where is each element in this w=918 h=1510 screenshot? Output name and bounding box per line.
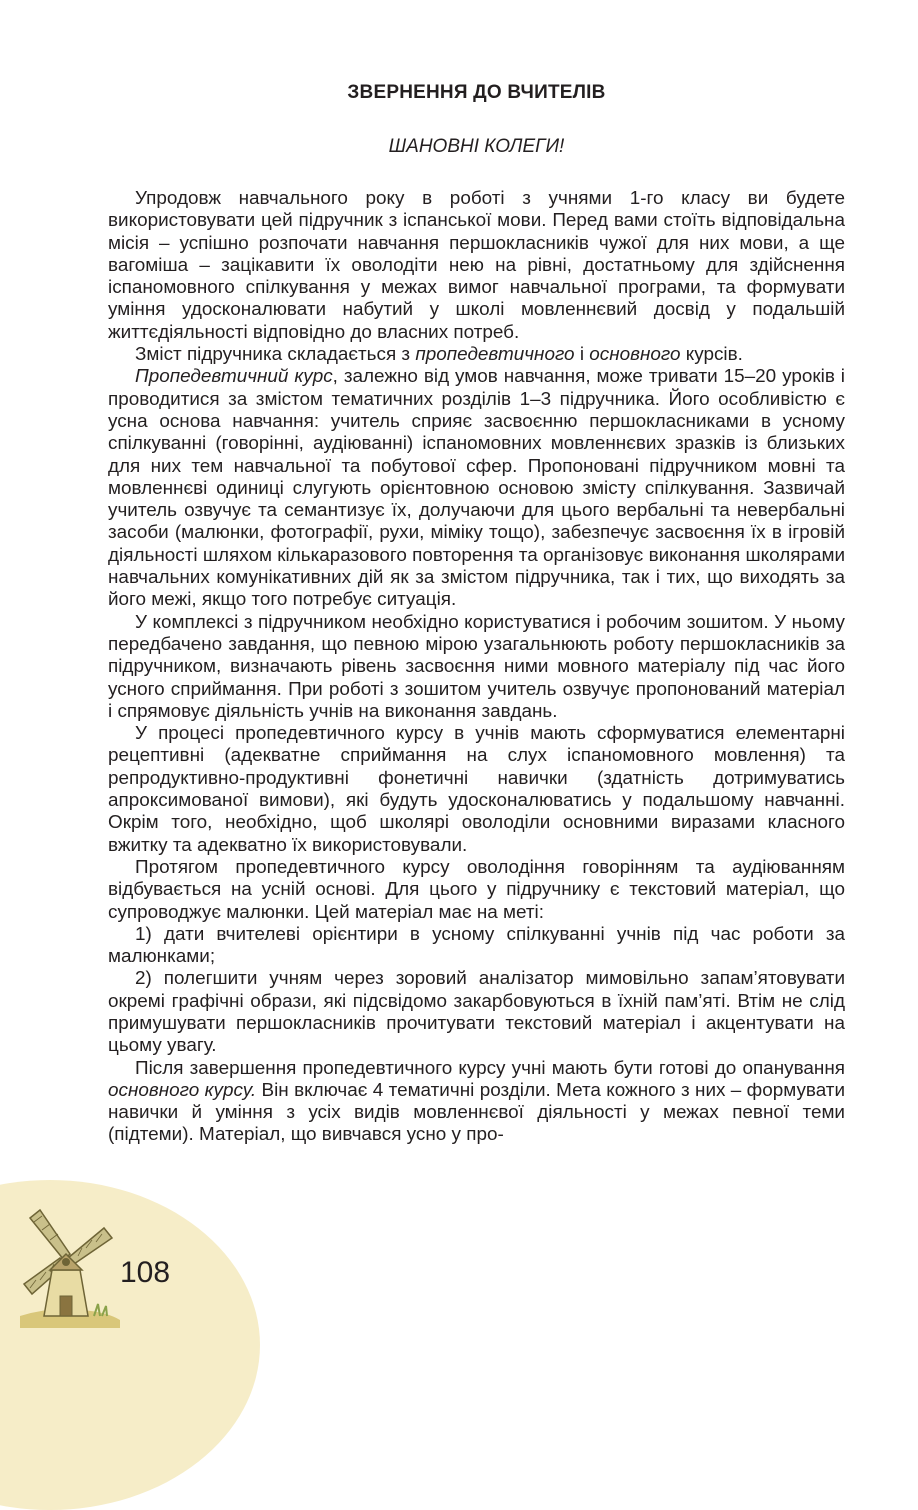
paragraph-1: Упродовж навчального року в роботі з учнями 1-го класу ви будете використовувати цей підручник з іспанської мови. Перед вами стоїть відповідальна місія – успішно розпочати навчання першокласників чужої для них мови, а ще вагоміша – зацікавити їх оволодіти нею на рівні, достатньому для здійснення іспаномовного спілкування у межах вимог навчальної програми, та формувати уміння удосконалювати набутий у школі мовленнєвий досвід у подальшій життєдіяльності відповідно до власних потреб. xyxy=(108,188,845,343)
emphasis: пропедевтичного xyxy=(415,344,575,366)
emphasis: основного xyxy=(589,344,681,366)
windmill-icon xyxy=(12,1198,124,1328)
paragraph-5: У процесі пропедевтичного курсу в учнів мають сформуватися елементарні рецептивні (адекватне сприймання на слух іспаномовного мовлення) та репродуктивно-продуктивні фонетичні навички (здатність дотримуватись апроксимованої вимови), які будуть удосконалюватись у подальшому навчанні. Окрім того, необхідно, щоб школярі оволоділи основними виразами класного вжитку та адекватно їх використовували. xyxy=(108,723,845,856)
paragraph-4: У комплексі з підручником необхідно користуватися і робочим зошитом. У ньому передбачено завдання, що певною мірою узагальнюють роботу першокласників за підручником, визначають рівень засвоєння ними мовного матеріалу під час його усного сприймання. При роботі з зошитом учитель озвучує пропонований матеріал і спрямовує діяльність учнів на виконання завдань. xyxy=(108,611,845,722)
page-title: ЗВЕРНЕННЯ ДО ВЧИТЕЛІВ xyxy=(347,82,606,103)
paragraph-2: Зміст підручника складається з пропедевтичного і основного курсів. xyxy=(135,344,743,366)
list-item-2: 2) полегшити учням через зоровий аналізатор мимовільно запам’ятовувати окремі графічні образи, які підсвідомо закарбовуються в їхній пам’яті. Втім не слід примушувати першокласників прочитувати текстовий матеріал і акцентувати на цьому увагу. xyxy=(108,968,845,1057)
list-item-1: 1) дати вчителеві орієнтири в усному спілкуванні учнів під час роботи за малюнками; xyxy=(108,923,845,968)
paragraph-3: Пропедевтичний курс, залежно від умов навчання, може тривати 15–20 уроків і проводитися за змістом тематичних розділів 1–3 підручника. Його особливістю є усна основа навчання: учитель сприяє засвоєнню першокласниками в усному спілкуванні (говорінні, аудіюванні) іспаномовних мовленнєвих зразків із близьких для них тем навчальної та побутової сфер. Пропоновані підручником мовні та мовленнєві одиниці слугують орієнтовною основою змісту спілкування. Зазвичай учитель озвучує та семантизує їх, долучаючи для цього вербальні та невербальні засоби (малюнки, фотографії, рухи, міміку тощо), забезпечує засвоєння їх в ігровій діяльності шляхом кількаразового повторення та організовує виконання школярами навчальних комунікативних дій як за змістом підручника, так і тих, що виходять за його межі, якщо того потребує ситуація. xyxy=(108,366,845,611)
salutation: ШАНОВНІ КОЛЕГИ! xyxy=(388,136,565,157)
page-content xyxy=(108,78,845,1147)
paragraph-6: Протягом пропедевтичного курсу оволодіння говорінням та аудіюванням відбувається на усній основі. Для цього у підручнику є текстовий матеріал, що супроводжує малюнки. Цей матеріал має на меті: xyxy=(108,856,845,923)
emphasis: основного курсу. xyxy=(108,1079,257,1101)
page-number: 108 xyxy=(120,1256,171,1289)
paragraph-7: Після завершення пропедевтичного курсу учні мають бути готові до опанування основного курсу. Він включає 4 тематичні розділи. Мета кожного з них – формувати навички й уміння з усіх видів мовленнєвої діяльності у межах певної теми (підтеми). Матеріал, що вивчався усно у про- xyxy=(108,1057,846,1146)
emphasis: Пропедевтичний курс xyxy=(135,366,333,388)
